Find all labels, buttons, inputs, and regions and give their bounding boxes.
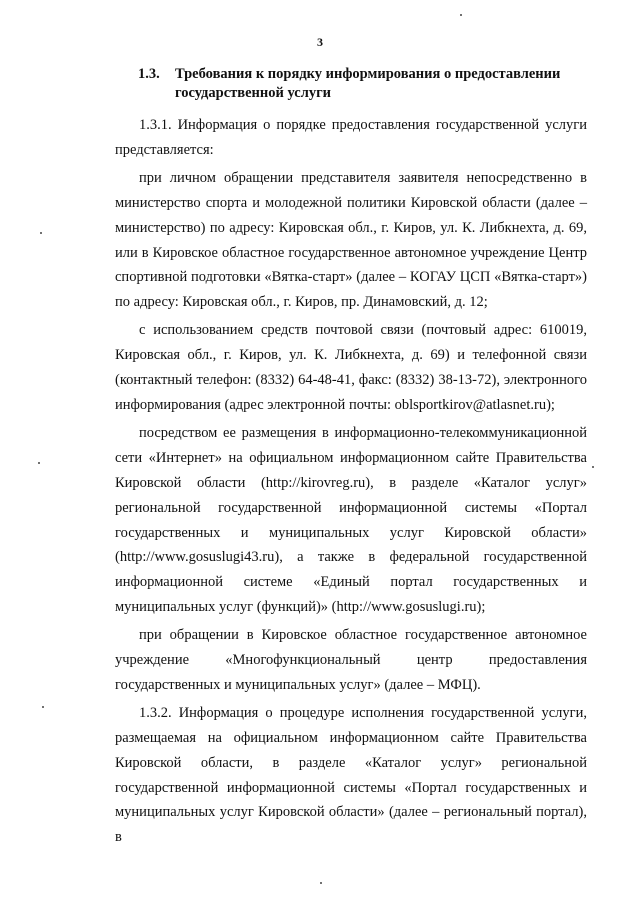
document-body (115, 113, 587, 850)
section-title: Требования к порядку информирования о предоставлении государственной услуги (175, 66, 561, 101)
scan-speck (38, 462, 40, 464)
paragraph-mfc: при обращении в Кировское областное государственное автономное учреждение «Многофункциональный центр предоставления государственных и муниципальных услуг» (далее – МФЦ). (115, 627, 587, 693)
paragraph-1-3-1: 1.3.1. Информация о порядке предоставления государственной услуги представляется: (115, 117, 587, 158)
scan-speck (42, 706, 44, 708)
page-number: 3 (317, 35, 323, 49)
scan-speck (320, 882, 322, 884)
paragraph-personal-visit: при личном обращении представителя заявителя непосредственно в министерство спорта и молодежной политики Кировской области (далее – министерство) по адресу: Кировская обл., г. Киров, ул. К. Либкнехта, д. 69, или в Кировское областное государственное автономное учреждение Центр спортивной подготовки «Вятка-старт» (далее – КОГАУ ЦСП «Вятка-старт») по адресу: Кировская обл., г. Киров, пр. Динамовский, д. 12; (115, 169, 587, 311)
paragraph-mail-phone: с использованием средств почтовой связи (почтовый адрес: 610019, Кировская обл., г. Киров, ул. К. Либкнехта, д. 69) и телефонной связи (контактный телефон: (8332) 64-48-41, факс: (8332) 38-13-72), электронного информирования (адрес электронной почты: oblsportkirov@atlasnet.ru); (115, 322, 587, 413)
paragraph-1-3-2: 1.3.2. Информация о процедуре исполнения государственной услуги, размещаемая на официальном информационном сайте Правительства Кировской области, в разделе «Каталог услуг» региональной государственной информационной системы «Портал государственных и муниципальных услуг Кировской области» (далее – региональный портал), в (115, 704, 587, 846)
paragraph-internet: посредством ее размещения в информационно-телекоммуникационной сети «Интернет» на официальном информационном сайте Правительства Кировской области (http://kirovreg.ru), в разделе «Каталог услуг» региональной государственной информационной системы «Портал государственных и муниципальных услуг Кировской области» (http://www.gosuslugi43.ru), а также в федеральной государственной информационной системе «Единый портал государственных и муниципальных услуг (функций)» (http://www.gosuslugi.ru); (115, 424, 587, 616)
section-number: 1.3. (138, 66, 160, 82)
scan-speck (460, 14, 462, 16)
scan-speck (40, 232, 42, 234)
scan-speck (592, 466, 594, 468)
